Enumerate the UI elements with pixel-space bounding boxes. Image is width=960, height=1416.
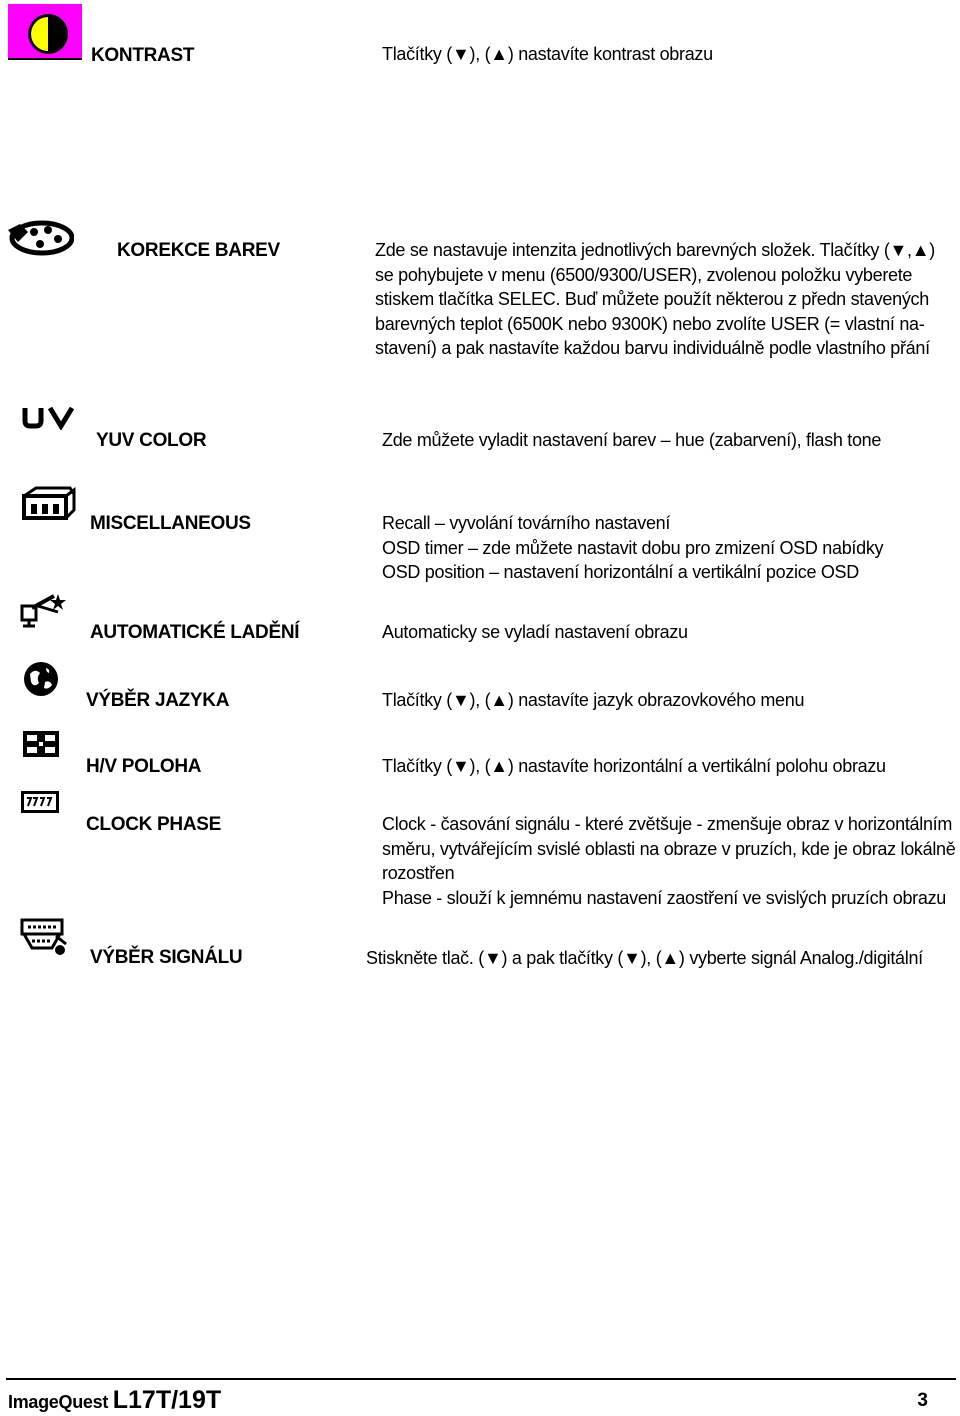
item-label: AUTOMATICKÉ LADĚNÍ xyxy=(90,622,300,643)
item-description: Zde můžete vyladit nastavení barev – hue (zabarvení), flash tone xyxy=(382,430,882,450)
item-label: MISCELLANEOUS xyxy=(90,513,251,534)
page-footer xyxy=(6,1378,956,1414)
item-label: VÝBĚR SIGNÁLU xyxy=(90,947,243,968)
toolbox-icon xyxy=(20,486,76,522)
item-label: YUV COLOR xyxy=(96,430,207,451)
item-description: Tlačítky (▼), (▲) nastavíte horizontální a vertikální polohu obrazu xyxy=(382,756,886,776)
item-description: Recall – vyvolání továrního nastavení OSD timer – zde můžete nastavit dobu pro zmizení OSD nabídky OSD position – nastavení horizontální a vertikální pozice OSD xyxy=(382,513,884,582)
yuv-icon xyxy=(22,404,76,430)
position-icon xyxy=(22,730,60,758)
item-description: Tlačítky (▼), (▲) nastavíte jazyk obrazovkového menu xyxy=(382,690,805,710)
item-label: VÝBĚR JAZYKA xyxy=(86,690,230,711)
model-name: L17T/19T xyxy=(112,1386,222,1414)
auto-adjust-icon xyxy=(18,592,70,628)
item-label: CLOCK PHASE xyxy=(86,814,221,835)
item-label: H/V POLOHA xyxy=(86,756,202,777)
item-description: Stiskněte tlač. (▼) a pak tlačítky (▼), (▲) vyberte signál Analog./digitální xyxy=(366,948,923,968)
language-icon xyxy=(22,660,60,698)
item-description: Tlačítky (▼), (▲) nastavíte kontrast obrazu xyxy=(382,44,713,64)
product-name xyxy=(8,1386,221,1415)
item-description: Automaticky se vyladí nastavení obrazu xyxy=(382,622,688,642)
item-description: Clock - časování signálu - které zvětšuje - zmenšuje obraz v horizontálním směru, vytvářejícím svislé oblasti na obraze v pruzích, kde je obraz lokálně rozostřen Phase - slouží k jemnému nastavení zaostření ve svislých pruzích obrazu xyxy=(382,814,956,908)
signal-select-icon xyxy=(20,918,68,958)
contrast-icon xyxy=(8,4,82,60)
item-description: Zde se nastavuje intenzita jednotlivých barevných složek. Tlačítky (▼,▲) se pohybujete v menu (6500/9300/USER), zvolenou položku vyberete stiskem tlačítka SELEC. Buď můžete použít některou z předn stavených barevných teplot (6500K nebo 9300K) nebo zvolíte USER (= vlastní na- stavení) a pak nastavíte každou barvu individuálně podle vlastního přání xyxy=(375,240,935,358)
item-label: KONTRAST xyxy=(91,45,195,66)
clock-phase-icon xyxy=(20,790,60,814)
item-label: KOREKCE BAREV xyxy=(117,240,280,261)
color-palette-icon xyxy=(6,220,74,256)
brand-name: ImageQuest xyxy=(8,1392,113,1412)
page-number: 3 xyxy=(917,1390,928,1411)
